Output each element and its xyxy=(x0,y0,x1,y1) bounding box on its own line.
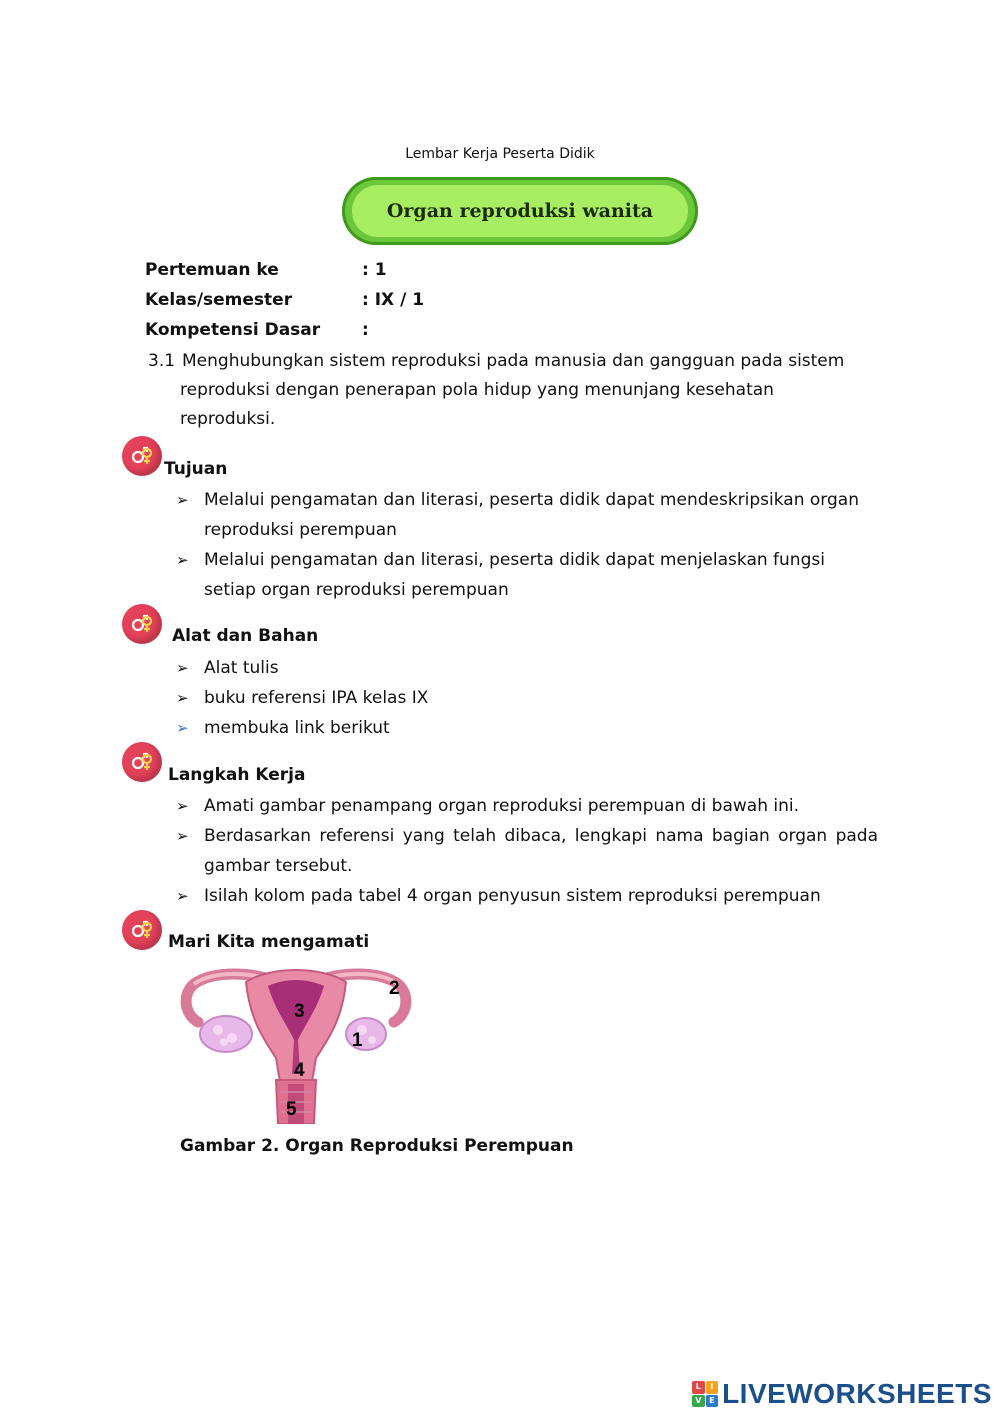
section-heading-langkah: Langkah Kerja xyxy=(168,765,306,785)
section-heading-alat: Alat dan Bahan xyxy=(172,626,319,646)
meta-value-kompetensi: : xyxy=(362,320,369,340)
figure-label-3: 3 xyxy=(294,1001,305,1022)
banner-title: Organ reproduksi wanita xyxy=(386,200,654,222)
list-item: ➢ membuka link berikut xyxy=(176,713,878,743)
brand-watermark xyxy=(692,1378,992,1410)
meta-value-pertemuan: : 1 xyxy=(362,260,387,280)
arrowhead-icon: ➢ xyxy=(176,689,189,707)
title-banner xyxy=(342,177,698,245)
list-item: ➢ Amati gambar penampang organ reproduksi perempuan di bawah ini. xyxy=(176,791,878,821)
kd-number: 3.1 xyxy=(148,351,176,371)
meta-label-kelas: Kelas/semester xyxy=(145,290,293,310)
uterus-diagram xyxy=(176,962,414,1124)
kompetensi-dasar xyxy=(148,347,868,434)
arrowhead-icon: ➢ xyxy=(176,551,189,569)
kd-line-2: reproduksi dengan penerapan pola hidup yang menunjang kesehatan reproduksi. xyxy=(180,380,774,429)
meta-value-kelas: : IX / 1 xyxy=(362,290,425,310)
arrowhead-icon: ➢ xyxy=(176,719,189,737)
figure-label-1: 1 xyxy=(352,1030,363,1051)
arrowhead-icon: ➢ xyxy=(176,491,189,509)
document-title: Lembar Kerja Peserta Didik xyxy=(405,146,595,162)
list-item: ➢ buku referensi IPA kelas IX xyxy=(176,683,878,713)
arrowhead-icon: ➢ xyxy=(176,827,189,845)
section-heading-amati: Mari Kita mengamati xyxy=(168,932,370,952)
figure-label-4: 4 xyxy=(294,1060,305,1081)
kd-line-1: Menghubungkan sistem reproduksi pada manusia dan gangguan pada sistem xyxy=(182,351,845,371)
brand-name: LIVEWORKSHEETS xyxy=(722,1378,992,1409)
list-item: ➢ Melalui pengamatan dan literasi, peserta didik dapat mendeskripsikan organ reproduksi perempuan xyxy=(176,485,878,545)
liveworksheets-logo-icon: L I V E xyxy=(692,1381,718,1407)
gender-symbol-icon xyxy=(122,604,162,644)
list-item: ➢ Melalui pengamatan dan literasi, peserta didik dapat menjelaskan fungsi setiap organ reproduksi perempuan xyxy=(176,545,878,605)
figure-caption: Gambar 2. Organ Reproduksi Perempuan xyxy=(180,1136,574,1156)
figure-label-5: 5 xyxy=(286,1099,297,1120)
arrowhead-icon: ➢ xyxy=(176,887,189,905)
figure-label-2: 2 xyxy=(389,978,400,999)
meta-label-pertemuan: Pertemuan ke xyxy=(145,260,279,280)
gender-symbol-icon xyxy=(122,742,162,782)
list-item: ➢ Isilah kolom pada tabel 4 organ penyusun sistem reproduksi perempuan xyxy=(176,881,878,911)
list-item: ➢ Alat tulis xyxy=(176,653,878,683)
arrowhead-icon: ➢ xyxy=(176,797,189,815)
section-heading-tujuan: Tujuan xyxy=(164,459,228,479)
meta-label-kompetensi: Kompetensi Dasar xyxy=(145,320,321,340)
list-item: ➢ Berdasarkan referensi yang telah dibaca, lengkapi nama bagian organ pada gambar tersebut. xyxy=(176,821,878,881)
arrowhead-icon: ➢ xyxy=(176,659,189,677)
gender-symbol-icon xyxy=(122,436,162,476)
gender-symbol-icon xyxy=(122,910,162,950)
